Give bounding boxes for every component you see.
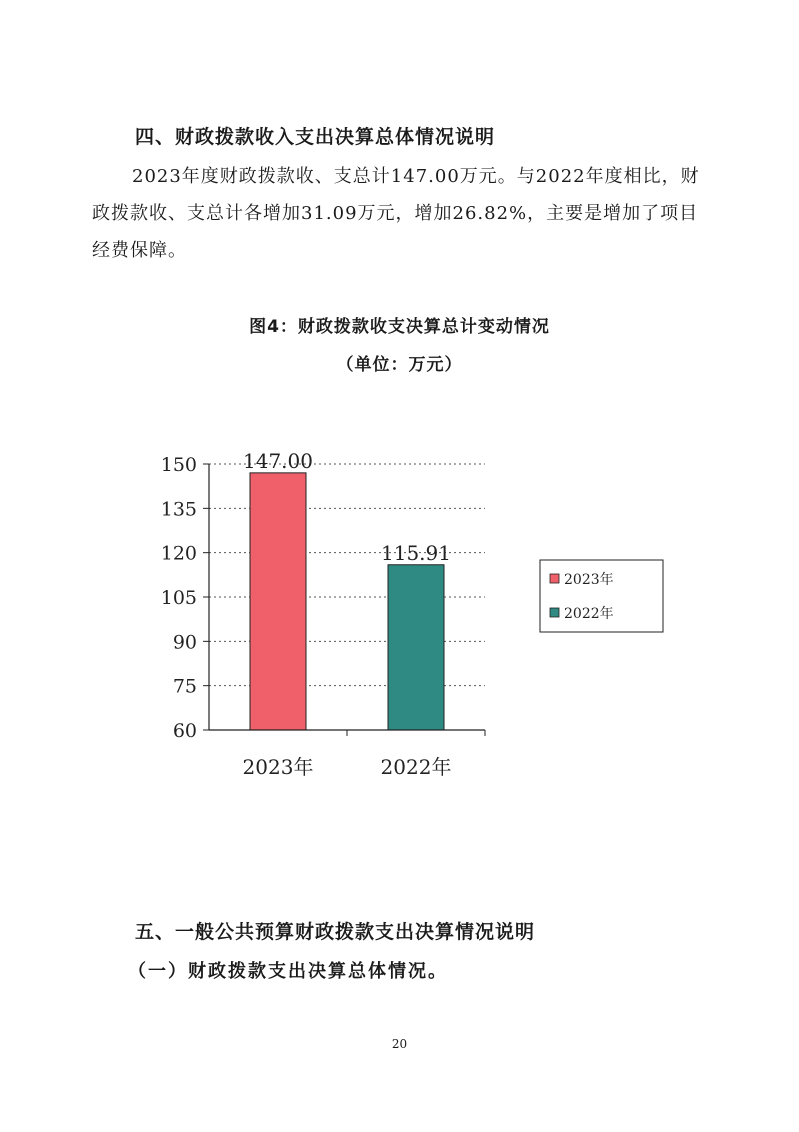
y-tick-label: 135: [160, 498, 197, 521]
y-tick-label: 60: [172, 720, 197, 742]
data-label: 147.00: [243, 448, 313, 473]
legend-swatch: [550, 574, 559, 583]
figure-title: 图4：财政拨款收支决算总计变动情况: [249, 317, 550, 337]
figure-unit: （单位：万元）: [336, 355, 463, 375]
y-tick-label: 90: [172, 631, 197, 654]
section-heading: 四、财政拨款收入支出决算总体情况说明: [135, 126, 496, 148]
data-label: 115.91: [381, 540, 451, 565]
y-tick-label: 120: [160, 542, 197, 565]
subsection-heading: （一）财政拨款支出决算总体情况。: [128, 961, 448, 982]
x-tick-label: 2022年: [380, 755, 452, 779]
legend: [540, 560, 663, 632]
section-paragraph: 2023年度财政拨款收、支总计147.00万元。与2022年度相比，财政拨款收、支总计各增加31.09万元，增加26.82%，主要是增加了项目经费保障。: [92, 166, 700, 261]
legend-swatch: [550, 608, 559, 617]
y-tick-label: 105: [160, 587, 197, 609]
legend-label: 2023年: [564, 572, 614, 588]
bar: [250, 473, 306, 730]
page-number: 20: [391, 1037, 408, 1051]
bar: [388, 565, 444, 730]
bars: [243, 449, 451, 730]
y-tick-label: 75: [172, 675, 197, 698]
section-heading-5: 五、一般公共预算财政拨款支出决算情况说明: [135, 921, 536, 943]
y-tick-label: 150: [160, 454, 197, 476]
legend-label: 2022年: [564, 606, 614, 622]
x-tick-label: 2023年: [242, 755, 314, 779]
